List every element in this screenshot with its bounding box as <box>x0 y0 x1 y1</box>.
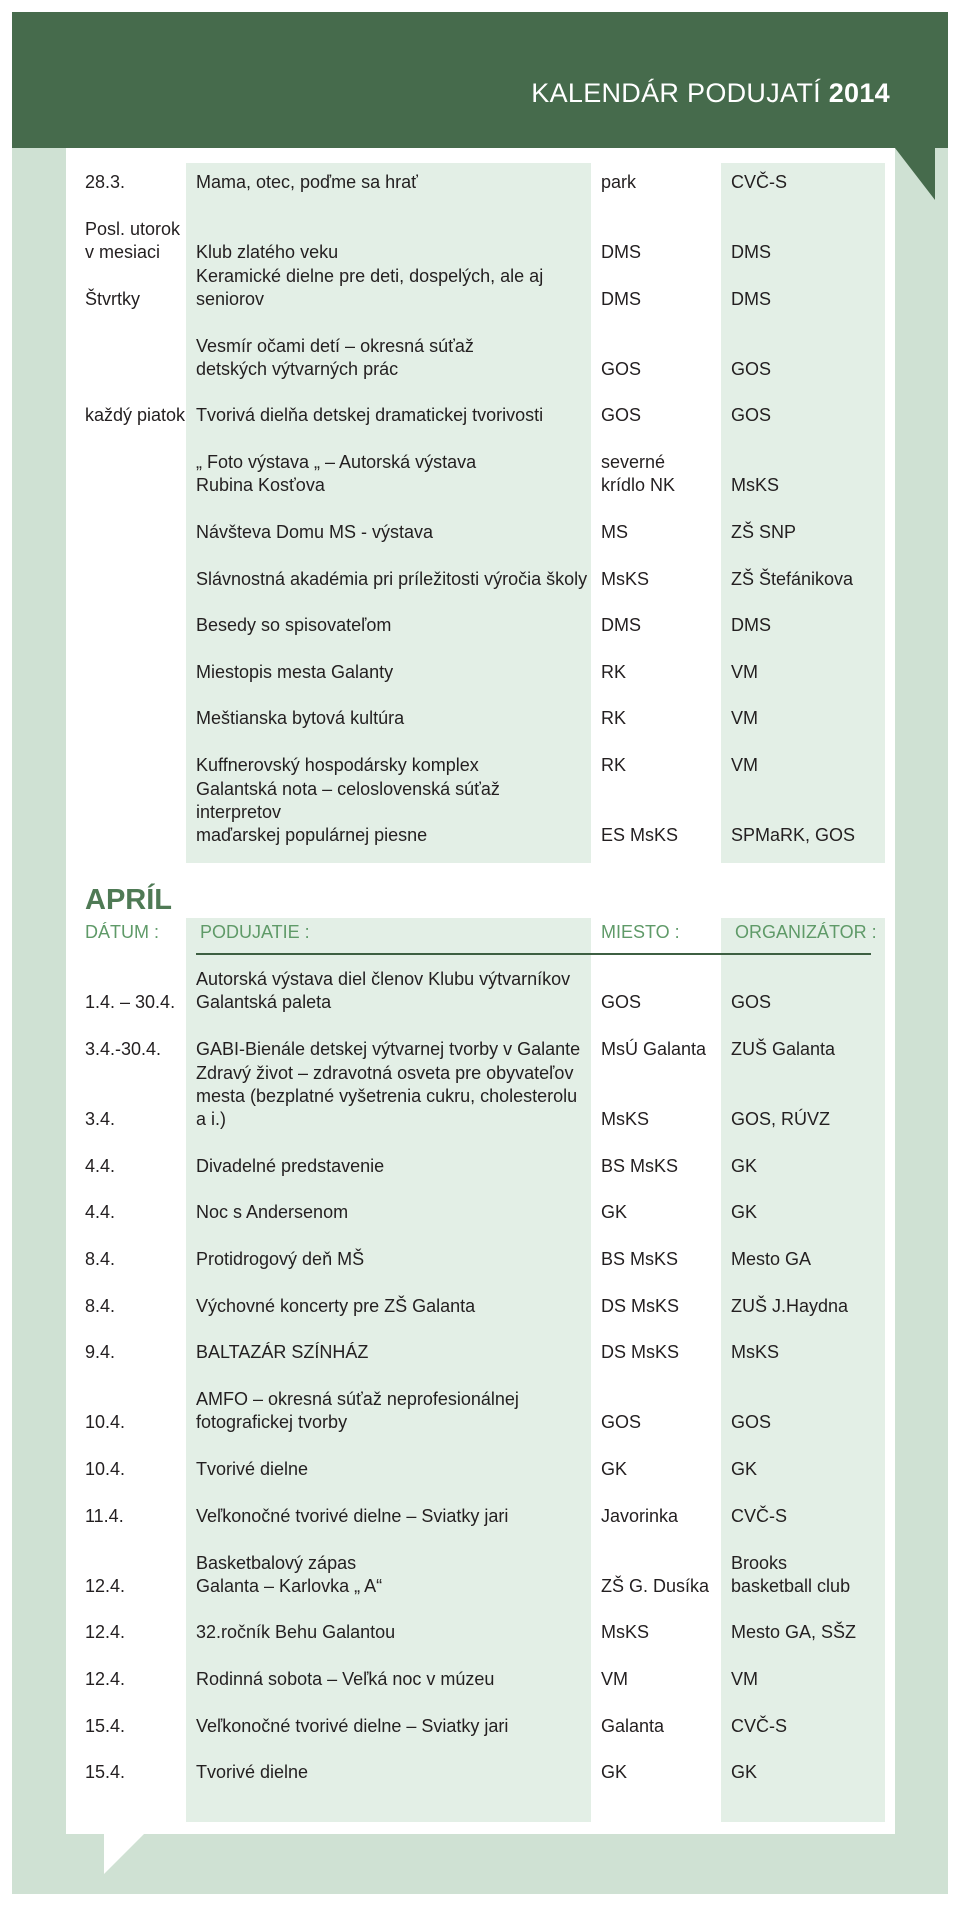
place-cell: GK <box>601 1762 628 1782</box>
organizer-cell: VM <box>731 755 758 775</box>
organizer-cell: CVČ-S <box>731 1506 788 1526</box>
date-cell: 12.4. <box>85 1576 126 1596</box>
event-cell: Galantská nota – celoslovenská súťaž interpretov maďarskej populárnej piesne <box>196 779 500 845</box>
place-cell: VM <box>601 1669 628 1689</box>
place-cell: Javorinka <box>601 1506 679 1526</box>
event-cell: Klub zlatého veku <box>196 242 339 262</box>
place-cell: GOS <box>601 405 642 425</box>
organizer-cell: GOS <box>731 359 772 379</box>
place-cell: DMS <box>601 615 641 635</box>
place-cell: GOS <box>601 992 642 1012</box>
place-cell: DS MsKS <box>601 1342 680 1362</box>
card-speech-tail <box>104 1834 144 1874</box>
organizer-cell: GK <box>731 1459 758 1479</box>
calendar-year: 2014 <box>828 78 890 108</box>
organizer-cell: ZUŠ J.Haydna <box>731 1296 849 1316</box>
event-cell: Meštianska bytová kultúra <box>196 708 405 728</box>
organizer-cell: SPMaRK, GOS <box>731 825 856 845</box>
event-cell: Vesmír očami detí – okresná súťaž detských výtvarných prác <box>196 336 474 379</box>
date-cell: 10.4. <box>85 1459 126 1479</box>
event-cell: Tvorivé dielne <box>196 1459 309 1479</box>
organizer-cell: VM <box>731 708 758 728</box>
place-cell: MsKS <box>601 1109 650 1129</box>
organizer-cell: GOS <box>731 992 772 1012</box>
event-cell: Tvorivé dielne <box>196 1762 309 1782</box>
place-cell: GOS <box>601 359 642 379</box>
event-cell: 32.ročník Behu Galantou <box>196 1622 396 1642</box>
event-cell: Divadelné predstavenie <box>196 1156 385 1176</box>
event-cell: Tvorivá dielňa detskej dramatickej tvorivosti <box>196 405 544 425</box>
organizer-cell: GK <box>731 1762 758 1782</box>
organizer-cell: GK <box>731 1202 758 1222</box>
organizer-cell: Brooks basketball club <box>731 1553 851 1596</box>
place-cell: ES MsKS <box>601 825 679 845</box>
date-cell: 3.4. <box>85 1109 116 1129</box>
place-cell: RK <box>601 708 627 728</box>
place-cell: DMS <box>601 242 641 262</box>
organizer-cell: GOS <box>731 1412 772 1432</box>
calendar-title-text: KALENDÁR PODUJATÍ <box>531 78 821 108</box>
place-cell: GK <box>601 1202 628 1222</box>
event-cell: Veľkonočné tvorivé dielne – Sviatky jari <box>196 1506 509 1526</box>
date-cell: 8.4. <box>85 1249 116 1269</box>
organizer-cell: GOS, RÚVZ <box>731 1109 831 1129</box>
column-header-event: PODUJATIE : <box>200 922 310 942</box>
place-cell: GK <box>601 1459 628 1479</box>
event-cell: Zdravý život – zdravotná osveta pre obyvateľov mesta (bezplatné vyšetrenia cukru, cholesterolu a i.) <box>196 1063 578 1129</box>
column-header-organizer: ORGANIZÁTOR : <box>735 922 877 942</box>
place-cell: MsKS <box>601 1622 650 1642</box>
event-cell: Noc s Andersenom <box>196 1202 349 1222</box>
event-cell: Mama, otec, poďme sa hrať <box>196 172 418 192</box>
organizer-cell: DMS <box>731 242 771 262</box>
date-cell: 8.4. <box>85 1296 116 1316</box>
date-cell: 11.4. <box>85 1506 124 1526</box>
date-cell: 9.4. <box>85 1342 116 1362</box>
place-cell: park <box>601 172 637 192</box>
event-cell: Rodinná sobota – Veľká noc v múzeu <box>196 1669 495 1689</box>
place-cell: RK <box>601 662 627 682</box>
place-cell: ZŠ G. Dusíka <box>601 1576 710 1596</box>
date-cell: 4.4. <box>85 1156 116 1176</box>
date-cell: každý piatok <box>85 405 186 425</box>
organizer-cell: CVČ-S <box>731 172 788 192</box>
date-cell: 15.4. <box>85 1762 126 1782</box>
place-cell: RK <box>601 755 627 775</box>
organizer-cell: VM <box>731 1669 758 1689</box>
organizer-cell: GOS <box>731 405 772 425</box>
date-cell: 1.4. – 30.4. <box>85 992 176 1012</box>
event-cell: „ Foto výstava „ – Autorská výstava Rubina Kosťova <box>196 452 477 495</box>
date-cell: 12.4. <box>85 1622 126 1642</box>
event-cell: Keramické dielne pre deti, dospelých, ale aj seniorov <box>196 266 544 309</box>
date-cell: 4.4. <box>85 1202 116 1222</box>
organizer-cell: VM <box>731 662 758 682</box>
column-header-place: MIESTO : <box>601 922 680 942</box>
place-cell: severné krídlo NK <box>601 452 676 495</box>
organizer-cell: Mesto GA <box>731 1249 812 1269</box>
column-header-date: DÁTUM : <box>85 922 159 942</box>
event-cell: Výchovné koncerty pre ZŠ Galanta <box>196 1296 476 1316</box>
organizer-cell: DMS <box>731 615 771 635</box>
event-cell: Besedy so spisovateľom <box>196 615 392 635</box>
date-cell: 12.4. <box>85 1669 126 1689</box>
event-cell: AMFO – okresná súťaž neprofesionálnej fotografickej tvorby <box>196 1389 519 1432</box>
event-cell: Slávnostná akadémia pri príležitosti výročia školy <box>196 569 588 589</box>
event-cell: GABI-Bienále detskej výtvarnej tvorby v Galante <box>196 1039 581 1059</box>
date-cell: 3.4.-30.4. <box>85 1039 162 1059</box>
place-cell: Galanta <box>601 1716 665 1736</box>
place-cell: MsÚ Galanta <box>601 1039 707 1059</box>
date-cell: Štvrtky <box>85 289 141 309</box>
place-cell: BS MsKS <box>601 1156 679 1176</box>
organizer-cell: GK <box>731 1156 758 1176</box>
event-cell: Kuffnerovský hospodársky komplex <box>196 755 479 775</box>
organizer-cell: Mesto GA, SŠZ <box>731 1622 857 1642</box>
section-title-april: APRÍL <box>85 884 172 916</box>
event-cell: Protidrogový deň MŠ <box>196 1249 365 1269</box>
place-cell: BS MsKS <box>601 1249 679 1269</box>
place-cell: MS <box>601 522 628 542</box>
place-cell: GOS <box>601 1412 642 1432</box>
event-cell: Basketbalový zápas Galanta – Karlovka „ A“ <box>196 1553 383 1596</box>
organizer-cell: CVČ-S <box>731 1716 788 1736</box>
organizer-cell: ZŠ SNP <box>731 522 797 542</box>
date-cell: 10.4. <box>85 1412 126 1432</box>
event-cell: BALTAZÁR SZÍNHÁZ <box>196 1342 369 1362</box>
place-cell: DMS <box>601 289 641 309</box>
date-cell: Posl. utorok v mesiaci <box>85 219 181 262</box>
organizer-cell: DMS <box>731 289 771 309</box>
date-cell: 15.4. <box>85 1716 126 1736</box>
organizer-cell: ZŠ Štefánikova <box>731 569 854 589</box>
event-cell: Miestopis mesta Galanty <box>196 662 394 682</box>
place-cell: DS MsKS <box>601 1296 680 1316</box>
place-cell: MsKS <box>601 569 650 589</box>
event-cell: Autorská výstava diel členov Klubu výtvarníkov Galantská paleta <box>196 969 571 1012</box>
event-cell: Návšteva Domu MS - výstava <box>196 522 434 542</box>
organizer-cell: ZUŠ Galanta <box>731 1039 836 1059</box>
organizer-cell: MsKS <box>731 1342 780 1362</box>
organizer-cell: MsKS <box>731 475 780 495</box>
event-cell: Veľkonočné tvorivé dielne – Sviatky jari <box>196 1716 509 1736</box>
date-cell: 28.3. <box>85 172 126 192</box>
